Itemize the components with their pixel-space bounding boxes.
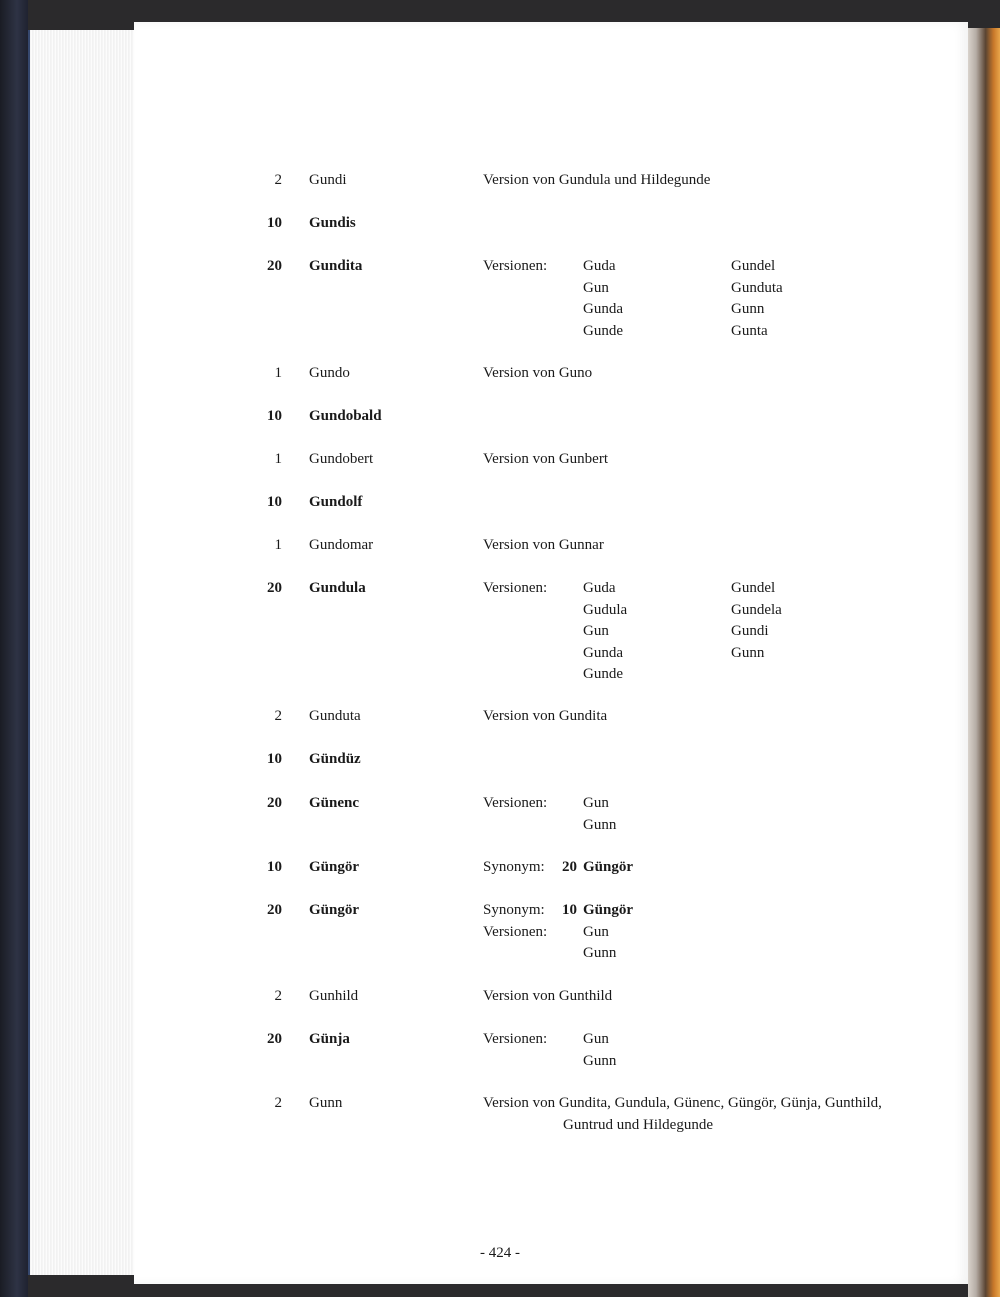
entry-score: 1 — [274, 365, 282, 381]
version-item: Gundi — [731, 623, 769, 639]
entry-gunhild — [0, 988, 1000, 1010]
versions-label: Versionen: — [483, 1031, 548, 1047]
entry-description-continuation: Guntrud und Hildegunde — [563, 1116, 713, 1133]
version-item: Gunda — [583, 301, 623, 317]
synonym-label: Synonym: — [483, 859, 545, 875]
entry-gundomar — [0, 537, 1000, 559]
entry-description: Version von Guno — [483, 365, 593, 381]
entry-score: 10 — [267, 751, 282, 767]
version-item: Gun — [583, 1031, 609, 1047]
entry-name: Gundomar — [309, 537, 374, 553]
entry-description: Version von Gundula und Hildegunde — [483, 172, 711, 188]
entry-gunduz — [0, 751, 1000, 773]
version-item: Gun — [583, 623, 609, 639]
version-item: Gunn — [731, 644, 765, 661]
versions-label: Versionen: — [483, 258, 548, 274]
entry-gungor-10 — [0, 859, 1000, 881]
entry-name: Gunn — [309, 1095, 343, 1111]
entry-name: Gundo — [309, 365, 350, 381]
version-item: Gunde — [583, 666, 623, 682]
entry-description: Version von Gundita, Gundula, Günenc, Güngör, Günja, Gunthild, — [483, 1095, 882, 1111]
version-item: Gunn — [583, 1052, 617, 1069]
entry-description: Version von Gundita — [483, 708, 608, 724]
versions-label: Versionen: — [483, 923, 548, 940]
version-item: Gunde — [583, 322, 623, 339]
entry-name: Gunduta — [309, 708, 361, 724]
entry-gunja — [0, 1031, 1000, 1074]
entry-score: 10 — [267, 215, 282, 231]
entry-name: Gündüz — [309, 751, 361, 767]
entry-score: 2 — [274, 172, 282, 188]
entry-gundobald — [0, 408, 1000, 430]
entry-name: Güngör — [309, 859, 360, 875]
synonym-label: Synonym: — [483, 902, 545, 918]
entry-name: Gundobert — [309, 451, 374, 467]
entry-score: 20 — [267, 258, 282, 274]
entry-score: 10 — [267, 494, 282, 510]
version-item: Gunn — [731, 301, 765, 317]
entry-gundi — [0, 172, 1000, 194]
entry-score: 20 — [267, 580, 282, 596]
version-item: Guda — [583, 580, 616, 596]
entry-name: Gundi — [309, 172, 347, 188]
version-item: Gudula — [583, 601, 628, 618]
versions-label: Versionen: — [483, 580, 548, 596]
entry-name: Güngör — [309, 902, 360, 918]
synonym-score: 10 — [562, 902, 577, 918]
entry-description: Version von Gunnar — [483, 537, 604, 553]
entry-score: 10 — [267, 408, 282, 424]
entry-description: Version von Gunthild — [483, 988, 613, 1004]
version-item: Gundel — [731, 258, 776, 274]
entry-gundis — [0, 215, 1000, 237]
entry-score: 1 — [274, 451, 282, 467]
entry-score: 2 — [274, 988, 282, 1004]
entry-name: Gundis — [309, 215, 356, 231]
entry-name: Gundolf — [309, 494, 363, 510]
entry-gundolf — [0, 494, 1000, 516]
entry-gundo — [0, 365, 1000, 387]
entry-name: Gundita — [309, 258, 363, 274]
entry-name: Günenc — [309, 795, 360, 811]
entry-score: 2 — [274, 708, 282, 724]
entry-gunenc — [0, 795, 1000, 838]
entry-name: Gundobald — [309, 408, 382, 424]
synonym-score: 20 — [562, 859, 577, 875]
entry-description: Version von Gunbert — [483, 451, 608, 467]
version-item: Gun — [583, 923, 609, 940]
version-item: Gunn — [583, 945, 617, 961]
entry-gundula — [0, 580, 1000, 688]
entry-name: Günja — [309, 1031, 350, 1047]
entry-gunn — [0, 1095, 1000, 1138]
version-item: Gunta — [731, 322, 768, 339]
entry-gundita — [0, 258, 1000, 344]
versions-label: Versionen: — [483, 795, 548, 811]
version-item: Gundel — [731, 580, 776, 596]
entry-score: 1 — [274, 537, 282, 553]
entry-name: Gundula — [309, 580, 366, 596]
entry-gundobert — [0, 451, 1000, 473]
version-item: Gun — [583, 795, 609, 811]
version-item: Gundela — [731, 601, 782, 618]
version-item: Gunda — [583, 644, 623, 661]
synonym-name: Güngör — [583, 859, 634, 875]
entry-score: 20 — [267, 1031, 282, 1047]
entry-gungor-20 — [0, 902, 1000, 967]
entry-name: Gunhild — [309, 988, 359, 1004]
entry-score: 10 — [267, 859, 282, 875]
version-item: Gun — [583, 279, 609, 296]
entry-score: 2 — [274, 1095, 282, 1111]
synonym-name: Güngör — [583, 902, 634, 918]
version-item: Gunn — [583, 816, 617, 833]
entry-score: 20 — [267, 795, 282, 811]
entry-score: 20 — [267, 902, 282, 918]
page-number: - 424 - — [480, 1245, 520, 1261]
version-item: Gunduta — [731, 279, 783, 296]
entry-gunduta — [0, 708, 1000, 730]
version-item: Guda — [583, 258, 616, 274]
